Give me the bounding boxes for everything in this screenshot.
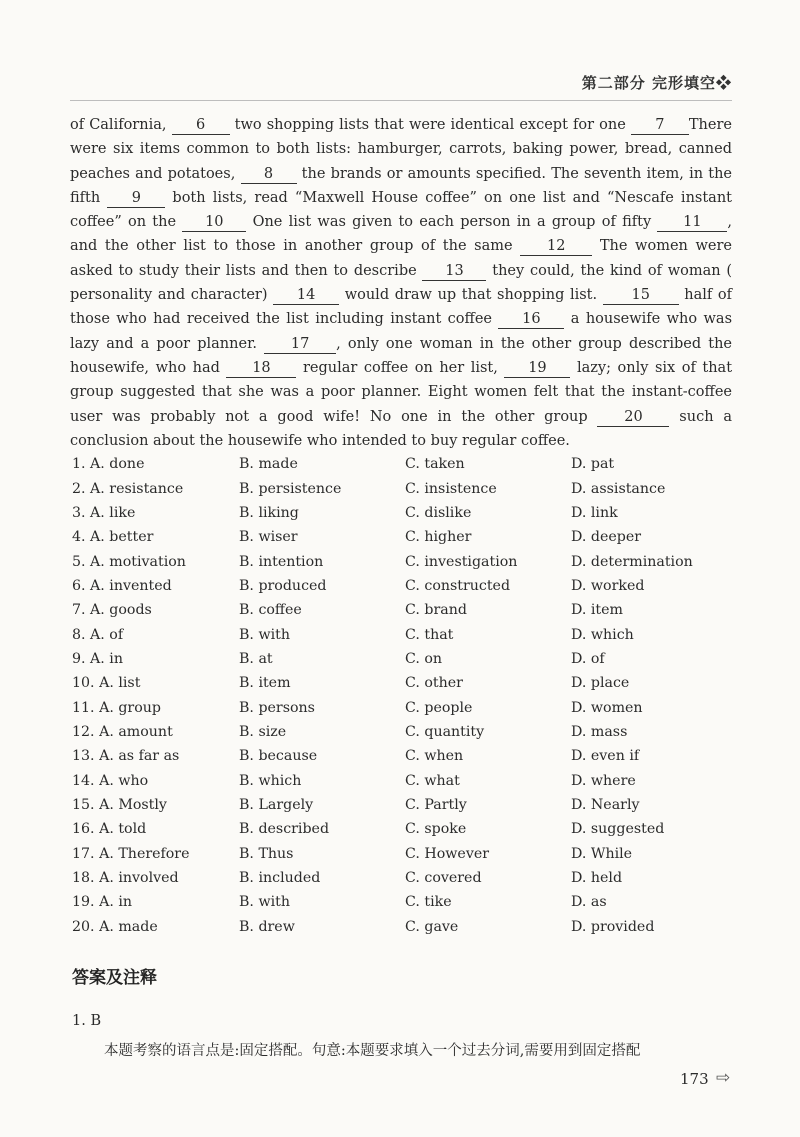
option-10-D: D. place — [571, 675, 630, 692]
option-6-D: D. worked — [571, 577, 645, 594]
option-9-D: D. of — [571, 650, 605, 667]
question-8-options — [72, 622, 732, 646]
question-4-options — [72, 525, 732, 549]
option-1-D: D. pat — [571, 456, 615, 473]
option-14-D: D. where — [571, 772, 636, 789]
option-12-B: B. size — [239, 723, 287, 740]
option-6-C: C. constructed — [405, 577, 511, 594]
question-11-options — [72, 695, 732, 719]
question-10-options — [72, 671, 732, 695]
passage-text: the brands or amounts specified. The seventh item, in the fifth — [70, 165, 732, 206]
passage-text: One list was given to each person in a group of fifty — [246, 214, 658, 231]
blank-16: 16 — [498, 310, 564, 329]
option-14-A: 14. A. who — [72, 772, 149, 789]
passage-text: regular coffee on her list, — [296, 359, 505, 376]
question-3-options — [72, 501, 732, 525]
passage-text: such a conclusion about the housewife who intended to buy regular coffee. — [70, 408, 732, 449]
blank-10: 10 — [182, 213, 246, 232]
question-20-options — [72, 915, 732, 939]
blank-12: 12 — [520, 237, 592, 256]
option-3-A: 3. A. like — [72, 504, 136, 521]
option-5-A: 5. A. motivation — [72, 553, 186, 570]
question-13-options — [72, 744, 732, 768]
option-8-C: C. that — [405, 626, 454, 643]
option-5-C: C. investigation — [405, 553, 518, 570]
passage-text: , only one woman in the other group described the housewife, who had — [70, 335, 732, 376]
question-6-options — [72, 574, 732, 598]
blank-7: 7 — [631, 116, 689, 135]
blank-8: 8 — [241, 165, 297, 184]
question-5-options — [72, 549, 732, 573]
option-15-D: D. Nearly — [571, 796, 640, 813]
option-4-A: 4. A. better — [72, 529, 154, 546]
option-7-B: B. coffee — [239, 602, 302, 619]
question-9-options — [72, 647, 732, 671]
option-20-D: D. provided — [571, 918, 655, 935]
option-17-B: B. Thus — [239, 845, 294, 862]
option-19-B: B. with — [239, 894, 290, 911]
option-2-C: C. insistence — [405, 480, 497, 497]
option-13-B: B. because — [239, 748, 318, 765]
option-14-C: C. what — [405, 772, 460, 789]
blank-15: 15 — [603, 286, 679, 305]
option-3-D: D. link — [571, 504, 618, 521]
question-15-options — [72, 793, 732, 817]
option-18-D: D. held — [571, 870, 623, 887]
blank-17: 17 — [264, 335, 336, 354]
passage-text: two shopping lists that were identical except for one — [229, 117, 631, 133]
option-3-C: C. dislike — [405, 504, 472, 521]
question-16-options — [72, 817, 732, 841]
option-10-A: 10. A. list — [72, 675, 141, 692]
option-13-D: D. even if — [571, 748, 640, 765]
option-19-C: C. tike — [405, 894, 452, 911]
blank-19: 19 — [504, 359, 570, 378]
option-9-C: C. on — [405, 650, 443, 667]
option-2-B: B. persistence — [239, 480, 342, 497]
option-14-B: B. which — [239, 772, 302, 789]
option-17-D: D. While — [571, 845, 633, 862]
option-15-C: C. Partly — [405, 796, 467, 813]
passage-text: both lists, read “Maxwell House coffee” on one list and “Nescafe instant coffee” on the — [70, 189, 732, 231]
passage-text: , and the other list to those in another group of the same — [70, 214, 732, 255]
passage-text: of California, — [70, 117, 172, 133]
option-4-D: D. deeper — [571, 529, 642, 546]
answer-number: 1. B — [72, 1013, 102, 1029]
option-1-C: C. taken — [405, 456, 465, 473]
question-18-options — [72, 866, 732, 890]
option-3-B: B. liking — [239, 504, 299, 521]
blank-20: 20 — [597, 408, 669, 427]
option-8-A: 8. A. of — [72, 626, 124, 643]
answer-explanation: 本题考察的语言点是:固定搭配。句意:本题要求填入一个过去分词,需要用到固定搭配 — [104, 1043, 641, 1059]
passage-text: There were six items common to both lists: hamburger, carrots, baking power, bread, canned peaches and potatoes, — [70, 117, 732, 182]
blank-18: 18 — [226, 359, 296, 378]
option-5-D: D. determination — [571, 553, 693, 570]
question-14-options — [72, 768, 732, 792]
option-9-B: B. at — [239, 650, 273, 667]
option-7-C: C. brand — [405, 602, 467, 619]
option-11-A: 11. A. group — [72, 699, 161, 716]
option-8-D: D. which — [571, 626, 634, 643]
header-divider — [70, 100, 732, 101]
option-6-A: 6. A. invented — [72, 577, 172, 594]
option-12-A: 12. A. amount — [72, 723, 173, 740]
option-12-D: D. mass — [571, 723, 628, 740]
question-12-options — [72, 720, 732, 744]
option-12-C: C. quantity — [405, 723, 485, 740]
option-1-B: B. made — [239, 456, 298, 473]
blank-14: 14 — [273, 286, 339, 305]
option-16-C: C. spoke — [405, 821, 467, 838]
option-4-B: B. wiser — [239, 529, 298, 546]
option-20-C: C. gave — [405, 918, 459, 935]
option-20-A: 20. A. made — [72, 918, 158, 935]
passage-text: The women were asked to study their lists and then to describe — [70, 238, 733, 279]
option-7-D: D. item — [571, 602, 623, 619]
blank-13: 13 — [422, 262, 486, 281]
blank-11: 11 — [657, 213, 727, 232]
passage-text: would draw up that shopping list. — [339, 287, 603, 304]
option-2-A: 2. A. resistance — [72, 480, 184, 497]
question-2-options — [72, 476, 732, 500]
question-17-options — [72, 842, 732, 866]
option-15-A: 15. A. Mostly — [72, 796, 167, 813]
option-13-C: C. when — [405, 748, 464, 765]
passage-text: they could, the kind of woman ( personality and character) — [70, 262, 733, 304]
passage-text: lazy; only six of that group suggested that she was a poor planner. Eight women felt that the instant-coffee user was probably not a good wife! No one in the other group — [70, 359, 733, 425]
option-7-A: 7. A. goods — [72, 602, 152, 619]
option-15-B: B. Largely — [239, 796, 314, 813]
option-11-C: C. people — [405, 699, 473, 716]
option-11-D: D. women — [571, 699, 643, 716]
option-18-A: 18. A. involved — [72, 870, 179, 887]
option-5-B: B. intention — [239, 553, 324, 570]
option-11-B: B. persons — [239, 699, 315, 716]
question-19-options — [72, 890, 732, 914]
option-10-B: B. item — [239, 675, 291, 692]
option-10-C: C. other — [405, 675, 463, 692]
page-number: 173 — [680, 1070, 709, 1088]
passage-text: a housewife who was lazy and a poor planner. — [70, 311, 733, 352]
question-7-options — [72, 598, 732, 622]
option-20-B: B. drew — [239, 918, 295, 935]
option-17-A: 17. A. Therefore — [72, 845, 190, 862]
question-1-options — [72, 452, 732, 476]
option-16-B: B. described — [239, 821, 330, 838]
option-8-B: B. with — [239, 626, 290, 643]
option-19-A: 19. A. in — [72, 894, 133, 911]
options-list — [72, 452, 732, 939]
option-9-A: 9. A. in — [72, 650, 123, 667]
blank-9: 9 — [107, 189, 165, 208]
blank-6: 6 — [172, 116, 230, 135]
option-6-B: B. produced — [239, 577, 327, 594]
answers-heading: 答案及注释 — [72, 968, 157, 988]
option-18-C: C. covered — [405, 870, 482, 887]
option-17-C: C. However — [405, 845, 490, 862]
option-13-A: 13. A. as far as — [72, 748, 180, 765]
option-1-A: 1. A. done — [72, 456, 145, 473]
right-arrow-icon: ⇨ — [716, 1068, 731, 1088]
passage-text: half of those who had received the list including instant coffee — [70, 287, 732, 328]
cloze-passage — [70, 113, 732, 453]
option-4-C: C. higher — [405, 529, 472, 546]
option-19-D: D. as — [571, 894, 607, 911]
option-16-D: D. suggested — [571, 821, 665, 838]
option-18-B: B. included — [239, 870, 321, 887]
section-header: 第二部分 完形填空❖ — [581, 74, 732, 92]
option-2-D: D. assistance — [571, 480, 666, 497]
option-16-A: 16. A. told — [72, 821, 147, 838]
